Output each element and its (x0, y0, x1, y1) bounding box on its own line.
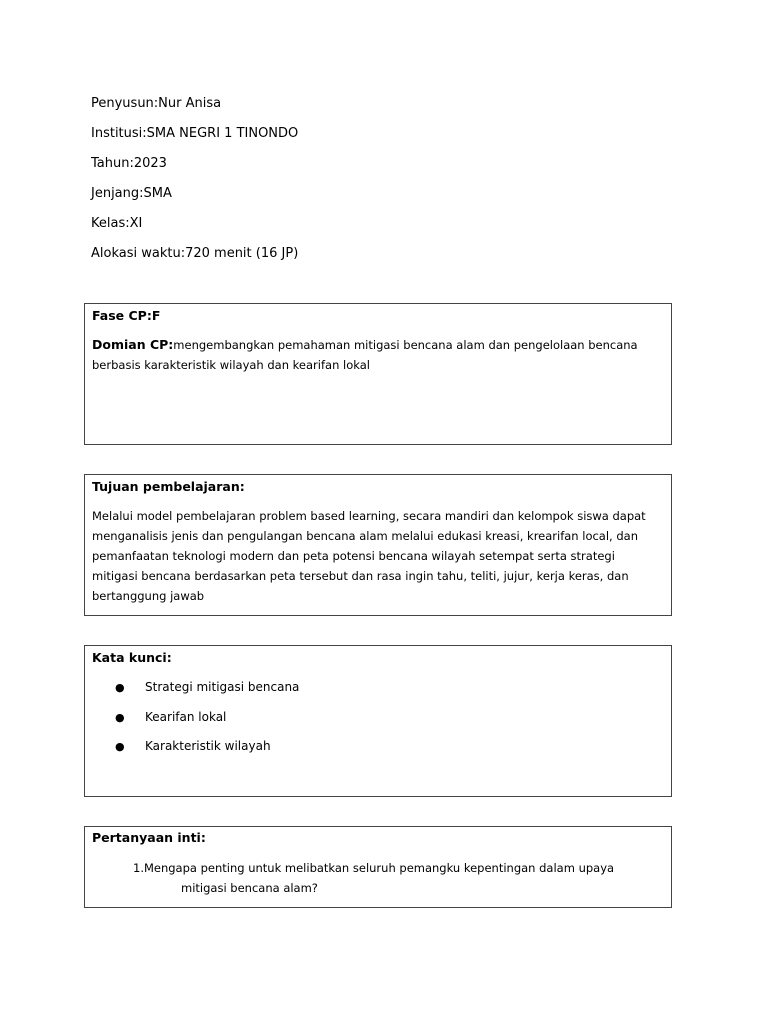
list-item (115, 680, 299, 694)
bullet-icon: ● (115, 711, 125, 724)
question-line-continued: mitigasi bencana alam? (181, 881, 318, 895)
tujuan-line: mitigasi bencana berdasarkan peta tersebut dan rasa ingin tahu, teliti, jujur, kerja keras, dan (92, 569, 629, 583)
tujuan-line: menganalisis jenis dan pengulangan bencana alam melalui edukasi kreasi, krearifan local, dan (92, 529, 638, 543)
kata-kunci-heading: Kata kunci: (92, 650, 172, 665)
pertanyaan-heading: Pertanyaan inti: (92, 830, 206, 845)
institusi-text: Institusi:SMA NEGRI 1 TINONDO (91, 126, 299, 141)
list-item-label: Karakteristik wilayah (145, 739, 271, 753)
pertanyaan-box (84, 826, 672, 908)
jenjang-text: Jenjang:SMA (91, 186, 172, 201)
penyusun-text: Penyusun:Nur Anisa (91, 96, 222, 111)
tujuan-line: bertanggung jawab (92, 589, 205, 603)
tujuan-heading: Tujuan pembelajaran: (92, 479, 245, 494)
tujuan-box (84, 474, 672, 616)
list-item-label: Kearifan lokal (145, 710, 227, 724)
question-line: 1.Mengapa penting untuk melibatkan seluruh pemangku kepentingan dalam upaya (133, 861, 615, 875)
fase-cp-heading: Fase CP:F (92, 308, 161, 323)
bullet-icon: ● (115, 740, 125, 753)
domain-cp-line (92, 335, 663, 355)
list-item (115, 739, 271, 753)
domain-cp-label: Domian CP: (92, 337, 174, 352)
cp-box (84, 303, 672, 445)
kata-kunci-box (84, 645, 672, 797)
alokasi-waktu-text: Alokasi waktu:720 menit (16 JP) (91, 246, 299, 261)
kelas-text: Kelas:XI (91, 216, 143, 231)
tujuan-line: pemanfaatan teknologi modern dan peta potensi bencana wilayah setempat serta strategi (92, 549, 615, 563)
domain-cp-text-1: mengembangkan pemahaman mitigasi bencana alam dan pengelolaan bencana (173, 338, 638, 352)
domain-cp-text-2: berbasis karakteristik wilayah dan kearifan lokal (92, 358, 370, 372)
tahun-text: Tahun:2023 (91, 156, 167, 171)
bullet-icon: ● (115, 681, 125, 694)
tujuan-line: Melalui model pembelajaran problem based learning, secara mandiri dan kelompok siswa dapat (92, 509, 646, 523)
list-item-label: Strategi mitigasi bencana (145, 680, 300, 694)
list-item (115, 710, 226, 724)
